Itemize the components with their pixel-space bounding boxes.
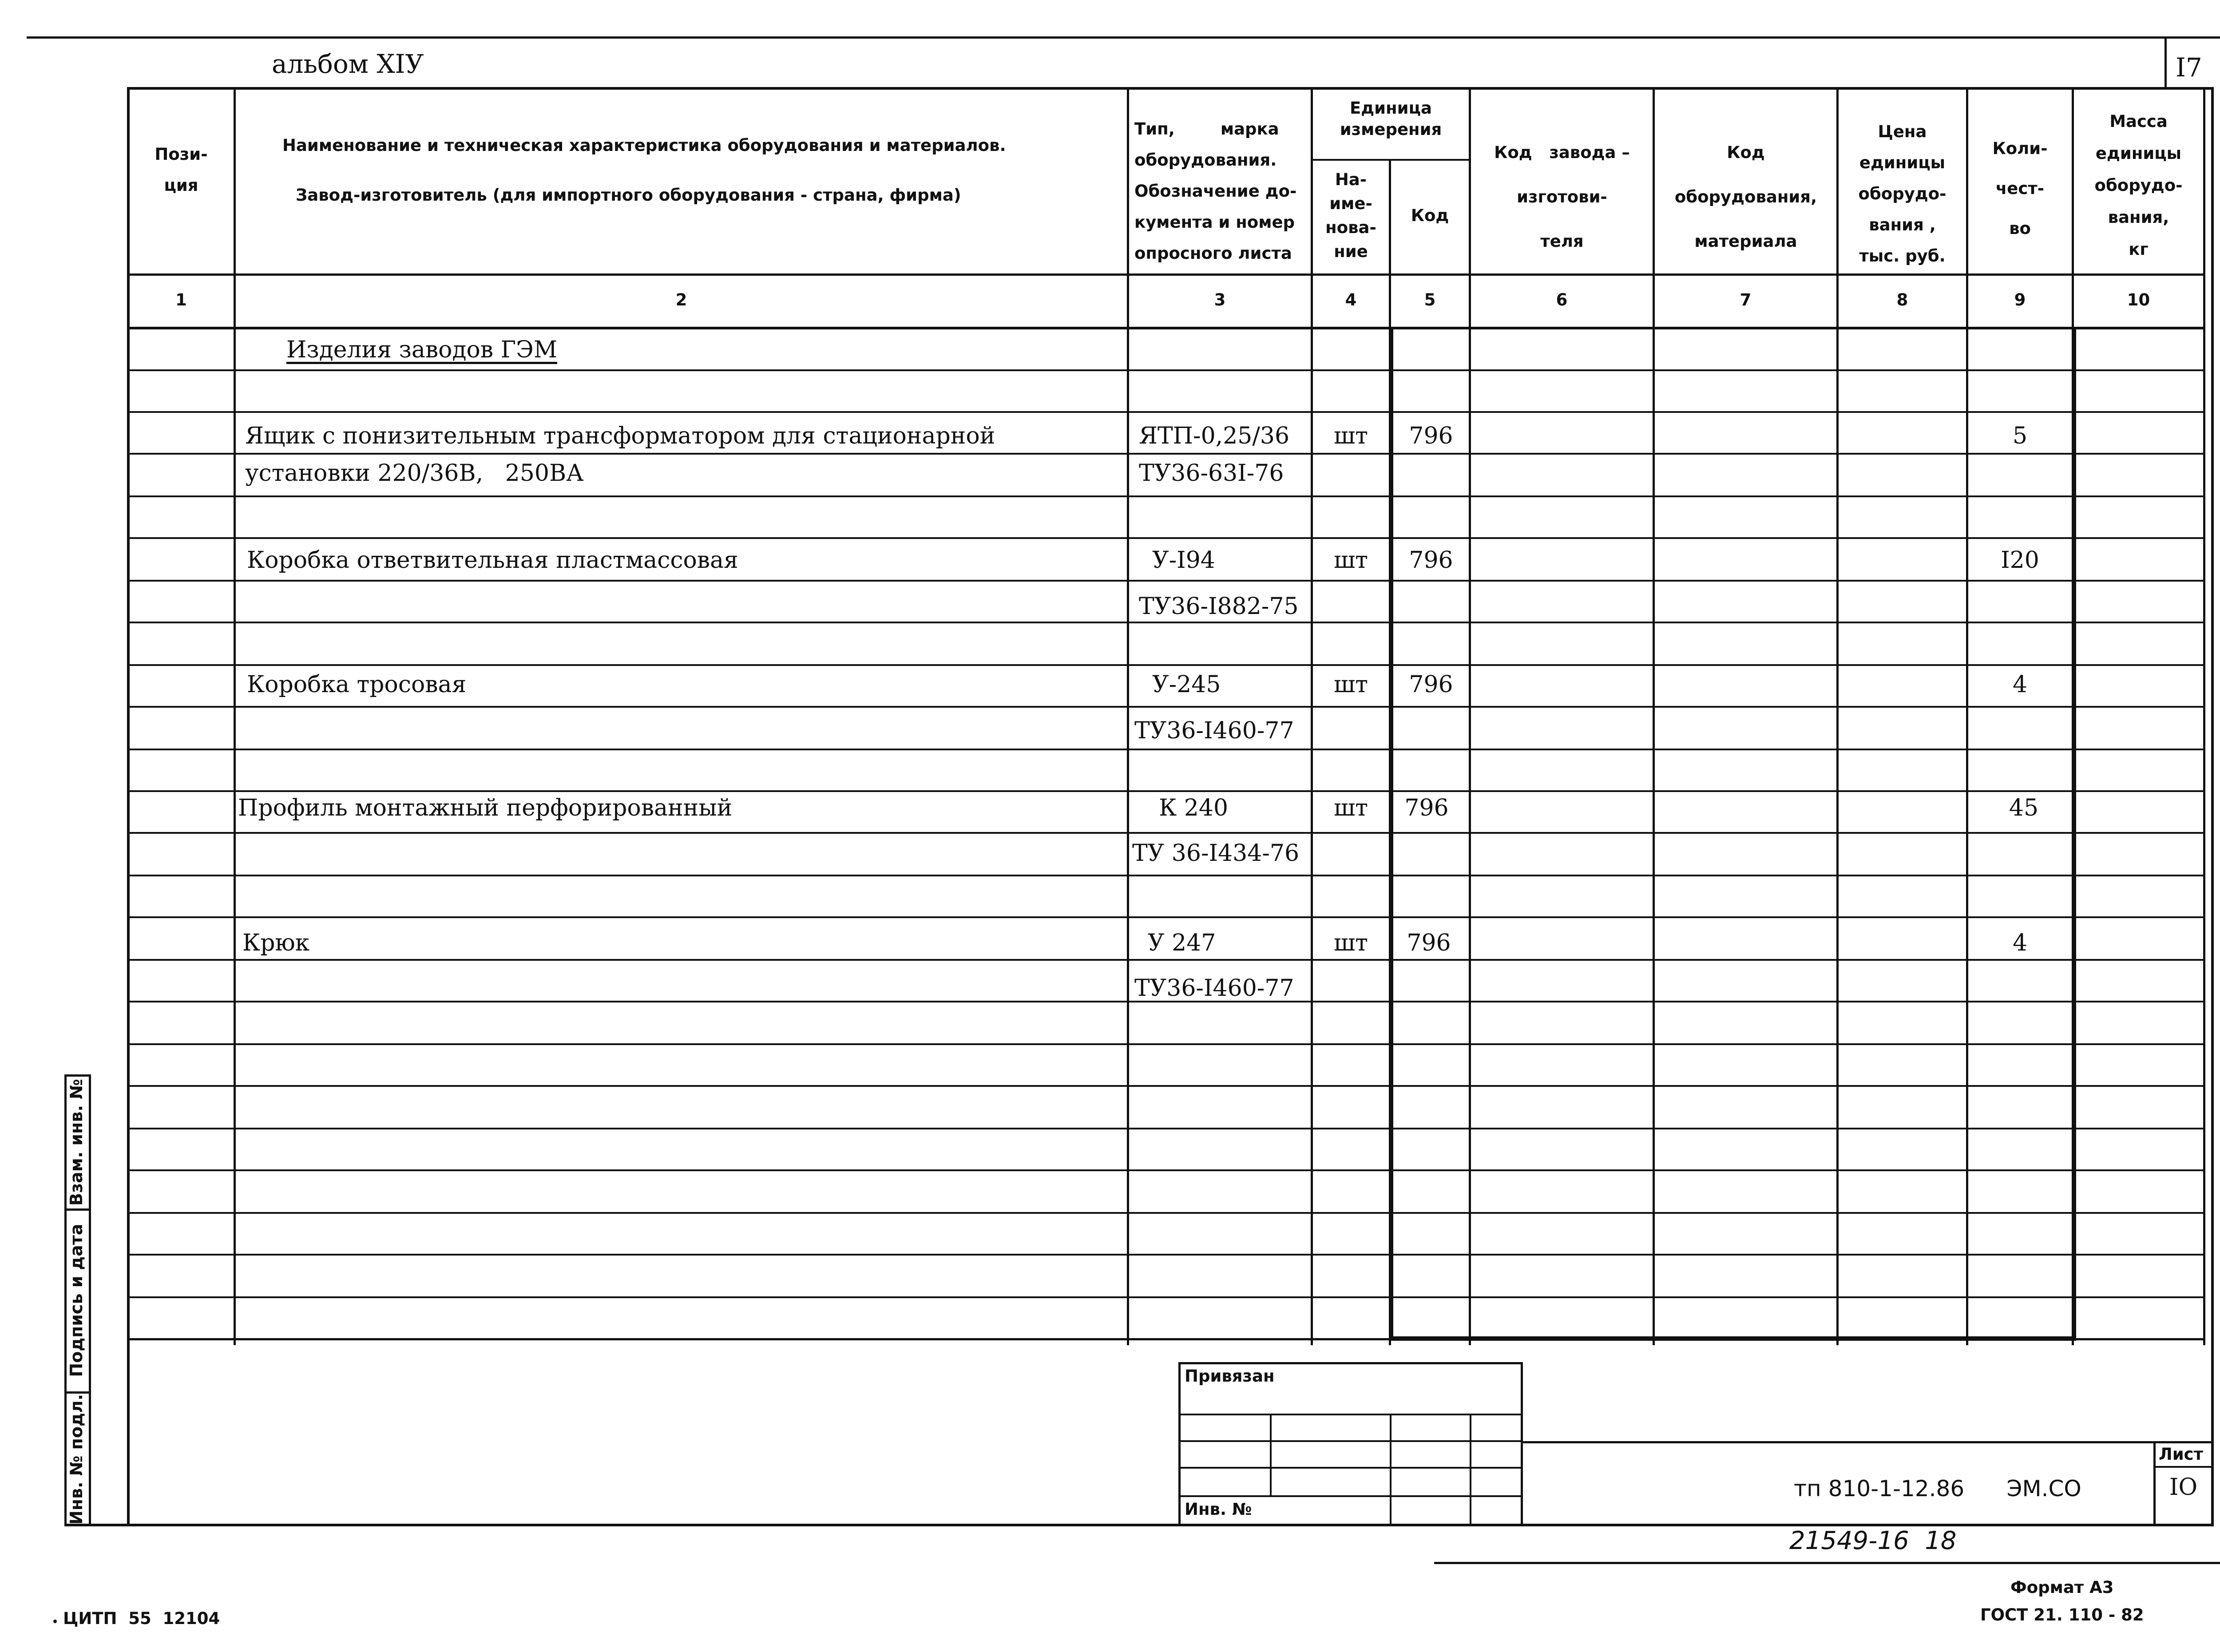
doc-code: тп 810-1-12.86 ЭМ.СО bbox=[1794, 1476, 2081, 1501]
col-1-header: Пози- ция bbox=[155, 145, 208, 195]
col-5-header: Код bbox=[1411, 206, 1449, 225]
item-unit: шт bbox=[1333, 795, 1368, 821]
list-number: IO bbox=[2169, 1474, 2198, 1501]
item-type: У-I94 bbox=[1152, 547, 1215, 574]
item-code: 796 bbox=[1409, 671, 1453, 698]
item-code: 796 bbox=[1409, 547, 1453, 574]
col-2-header-line1: Наименование и техническая характеристика оборудования и материалов. bbox=[282, 136, 1006, 155]
col-num-7: 7 bbox=[1740, 290, 1752, 309]
inv-no-label: Инв. № bbox=[1185, 1500, 1252, 1519]
item-qty: 5 bbox=[2012, 423, 2028, 449]
item-type: ЯТП-0,25/36 bbox=[1139, 423, 1290, 449]
stamp-inv-podl: Инв. № подл. bbox=[67, 1394, 86, 1525]
item-unit: шт bbox=[1333, 671, 1368, 698]
item-name-cont: установки 220/36В, 250ВА bbox=[245, 460, 584, 487]
col-7-header: Код оборудования, материала bbox=[1674, 143, 1817, 251]
col-num-4: 4 bbox=[1345, 290, 1357, 309]
col-num-2: 2 bbox=[675, 290, 687, 309]
col-num-6: 6 bbox=[1556, 290, 1568, 309]
item-code: 796 bbox=[1404, 795, 1449, 821]
item-unit: шт bbox=[1333, 547, 1368, 574]
col-num-3: 3 bbox=[1214, 290, 1226, 309]
item-type: У 247 bbox=[1148, 930, 1216, 956]
citp-label: ЦИТП 55 12104 bbox=[63, 1609, 220, 1628]
item-code: 796 bbox=[1409, 423, 1453, 449]
item-qty: I20 bbox=[2001, 547, 2039, 574]
item-doc: ТУ36-I460-77 bbox=[1134, 975, 1294, 1002]
item-doc: ТУ36-I882-75 bbox=[1139, 593, 1299, 620]
col-num-1: 1 bbox=[175, 290, 187, 309]
item-qty: 4 bbox=[2012, 671, 2028, 698]
item-name: Крюк bbox=[242, 930, 310, 956]
item-code: 796 bbox=[1407, 930, 1451, 956]
col-6-header: Код завода – изготови- теля bbox=[1494, 143, 1630, 251]
col-num-10: 10 bbox=[2127, 290, 2150, 309]
col-2-header-line2: Завод-изготовитель (для импортного оборудования - страна, фирма) bbox=[296, 186, 961, 205]
col-num-8: 8 bbox=[1896, 290, 1908, 309]
privyazan-label: Привязан bbox=[1185, 1367, 1275, 1386]
item-name: Профиль монтажный перфорированный bbox=[238, 795, 733, 821]
unit-group-header: Единица измерения bbox=[1340, 99, 1442, 139]
item-qty: 45 bbox=[2009, 795, 2039, 821]
col-8-header: Цена единицы оборудо- вания , тыс. руб. bbox=[1858, 122, 1946, 265]
col-10-header: Масса единицы оборудо- вания, кг bbox=[2094, 112, 2183, 259]
col-9-header: Коли- чест- во bbox=[1992, 139, 2048, 238]
col-4-header: На- име- нова- ние bbox=[1325, 170, 1376, 261]
item-doc: ТУ 36-I434-76 bbox=[1132, 840, 1300, 867]
section-title: Изделия заводов ГЭМ bbox=[286, 337, 558, 363]
item-type: К 240 bbox=[1159, 795, 1229, 821]
item-unit: шт bbox=[1333, 930, 1368, 956]
handwritten-number: 21549-16 18 bbox=[1789, 1526, 1957, 1555]
col-3-header: Тип, марка оборудования. Обозначение до- кумента и номер опросного листа bbox=[1134, 119, 1297, 263]
col-num-9: 9 bbox=[2014, 290, 2026, 309]
album-label: альбом XIУ bbox=[272, 49, 424, 79]
stamp-vzam: Взам. инв. № bbox=[67, 1079, 86, 1206]
page-number: I7 bbox=[2176, 52, 2202, 83]
bullet-dot bbox=[53, 1620, 57, 1623]
item-doc: ТУ36-I460-77 bbox=[1134, 717, 1294, 744]
col-num-5: 5 bbox=[1424, 290, 1436, 309]
item-qty: 4 bbox=[2012, 930, 2028, 956]
item-name: Коробка ответвительная пластмассовая bbox=[247, 547, 738, 574]
item-doc: ТУ36-63I-76 bbox=[1139, 460, 1284, 487]
format-label: Формат А3 bbox=[2010, 1578, 2114, 1597]
list-label: Лист bbox=[2159, 1445, 2204, 1464]
item-type: У-245 bbox=[1152, 671, 1221, 698]
gost-label: ГОСТ 21. 110 - 82 bbox=[1980, 1605, 2144, 1624]
item-name: Коробка тросовая bbox=[247, 671, 467, 698]
item-unit: шт bbox=[1333, 423, 1368, 449]
stamp-podpis: Подпись и дата bbox=[67, 1224, 86, 1377]
item-name: Ящик с понизительным трансформатором для стационарной bbox=[245, 423, 995, 449]
